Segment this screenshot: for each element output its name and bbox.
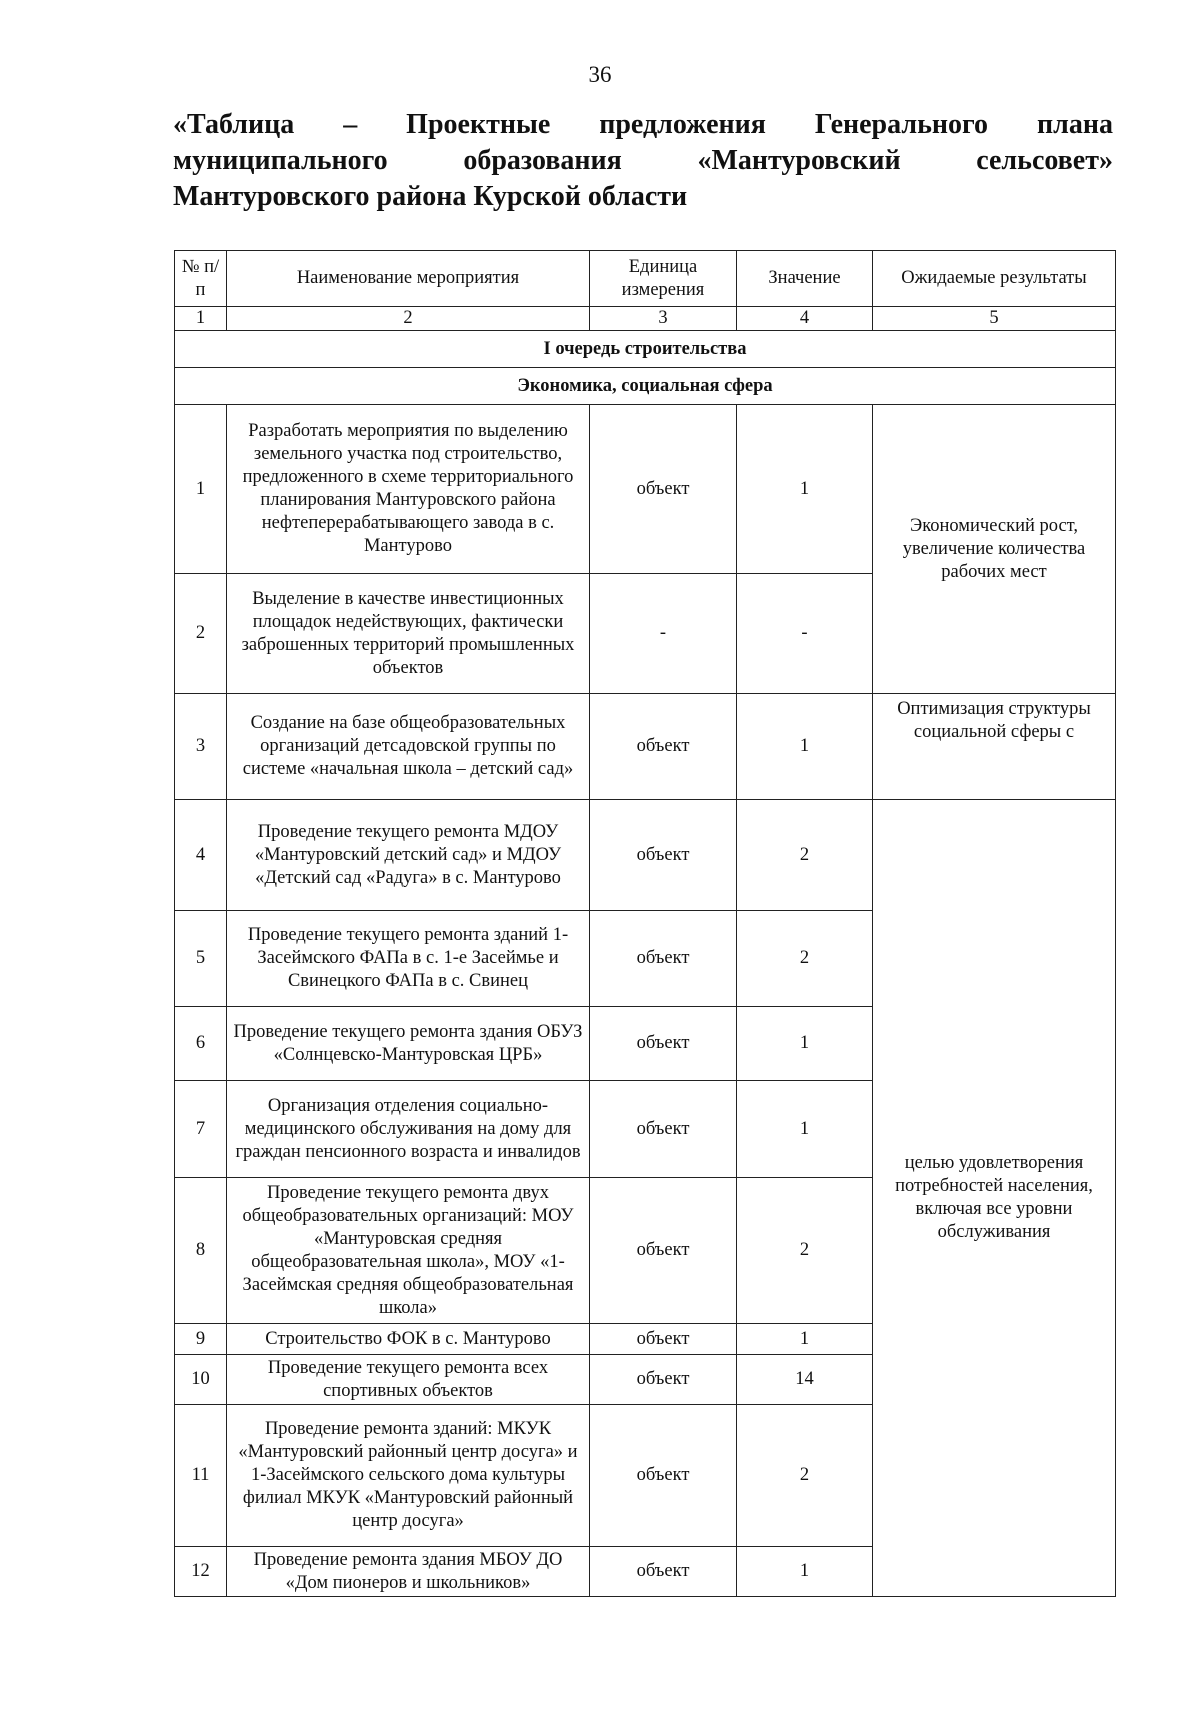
header-unit: Единица измерения xyxy=(590,251,737,307)
table-row xyxy=(175,405,1116,574)
section-row-sphere xyxy=(175,368,1116,405)
title-line-1 xyxy=(173,107,1113,143)
row-unit: объект xyxy=(590,1547,737,1597)
row-unit: объект xyxy=(590,1081,737,1178)
section-stage-title: I очередь строительства xyxy=(175,331,1116,368)
row-unit: - xyxy=(590,574,737,694)
header-num: № п/п xyxy=(175,251,227,307)
row-value: 1 xyxy=(737,1324,873,1355)
row-num: 12 xyxy=(175,1547,227,1597)
row-value: 2 xyxy=(737,1405,873,1547)
row-value: 2 xyxy=(737,911,873,1007)
column-number-row xyxy=(175,307,1116,331)
row-unit: объект xyxy=(590,1178,737,1324)
result-social-part2: целью удовлетворения потребностей населения, включая все уровни обслуживания xyxy=(873,800,1116,1597)
title-word: – xyxy=(343,109,358,140)
col-number: 2 xyxy=(227,307,590,331)
row-value: 1 xyxy=(737,694,873,800)
row-unit: объект xyxy=(590,1355,737,1405)
table-row xyxy=(175,694,1116,800)
row-name: Проведение текущего ремонта МДОУ «Мантуровский детский сад» и МДОУ «Детский сад «Радуга» в с. Мантурово xyxy=(227,800,590,911)
col-number: 4 xyxy=(737,307,873,331)
title-word: сельсовет» xyxy=(976,145,1113,176)
col-number: 5 xyxy=(873,307,1116,331)
measures-table xyxy=(174,250,1116,1597)
document-title xyxy=(173,107,1113,215)
row-num: 9 xyxy=(175,1324,227,1355)
row-name: Организация отделения социально-медицинского обслуживания на дому для граждан пенсионного возраста и инвалидов xyxy=(227,1081,590,1178)
col-number: 1 xyxy=(175,307,227,331)
col-number: 3 xyxy=(590,307,737,331)
title-word: муниципального xyxy=(173,145,388,176)
row-name: Проведение текущего ремонта всех спортивных объектов xyxy=(227,1355,590,1405)
row-value: - xyxy=(737,574,873,694)
row-value: 1 xyxy=(737,1081,873,1178)
row-unit: объект xyxy=(590,694,737,800)
table-header-row xyxy=(175,251,1116,307)
result-social-part1: Оптимизация структуры социальной сферы с xyxy=(873,694,1116,800)
row-num: 4 xyxy=(175,800,227,911)
row-name: Строительство ФОК в с. Мантурово xyxy=(227,1324,590,1355)
section-row-stage xyxy=(175,331,1116,368)
row-value: 1 xyxy=(737,405,873,574)
row-unit: объект xyxy=(590,911,737,1007)
header-result: Ожидаемые результаты xyxy=(873,251,1116,307)
title-line-3 xyxy=(173,179,1113,215)
title-word: «Мантуровский xyxy=(697,145,901,176)
title-word: «Таблица xyxy=(173,109,295,140)
row-num: 11 xyxy=(175,1405,227,1547)
row-num: 5 xyxy=(175,911,227,1007)
row-value: 2 xyxy=(737,1178,873,1324)
row-num: 8 xyxy=(175,1178,227,1324)
row-name: Создание на базе общеобразовательных организаций детсадовской группы по системе «начальная школа – детский сад» xyxy=(227,694,590,800)
row-value: 2 xyxy=(737,800,873,911)
row-name: Разработать мероприятия по выделению земельного участка под строительство, предложенного в схеме территориального планирования Мантуровского района нефтеперерабатывающего завода в с. Мантурово xyxy=(227,405,590,574)
header-name: Наименование мероприятия xyxy=(227,251,590,307)
row-name: Проведение ремонта зданий: МКУК «Мантуровский районный центр досуга» и 1-Засеймского сельского дома культуры филиал МКУК «Мантуровский районный центр досуга» xyxy=(227,1405,590,1547)
row-name: Выделение в качестве инвестиционных площадок недействующих, фактически заброшенных территорий промышленных объектов xyxy=(227,574,590,694)
title-line-2 xyxy=(173,143,1113,179)
row-name: Проведение текущего ремонта здания ОБУЗ «Солнцевско-Мантуровская ЦРБ» xyxy=(227,1007,590,1081)
table-row xyxy=(175,800,1116,911)
row-unit: объект xyxy=(590,800,737,911)
row-name: Проведение текущего ремонта зданий 1-Засеймского ФАПа в с. 1-е Засеймье и Свинецкого ФАПа в с. Свинец xyxy=(227,911,590,1007)
row-num: 7 xyxy=(175,1081,227,1178)
title-word: предложения xyxy=(599,109,766,140)
row-unit: объект xyxy=(590,405,737,574)
row-unit: объект xyxy=(590,1324,737,1355)
row-name: Проведение текущего ремонта двух общеобразовательных организаций: МОУ «Мантуровская средняя общеобразовательная школа», МОУ «1-Засеймская средняя общеобразовательная школа» xyxy=(227,1178,590,1324)
row-name: Проведение ремонта здания МБОУ ДО «Дом пионеров и школьников» xyxy=(227,1547,590,1597)
result-economic: Экономический рост, увеличение количества рабочих мест xyxy=(873,405,1116,694)
row-num: 3 xyxy=(175,694,227,800)
row-num: 6 xyxy=(175,1007,227,1081)
title-word: Генерального xyxy=(814,109,989,140)
title-word: Проектные xyxy=(406,109,551,140)
row-unit: объект xyxy=(590,1405,737,1547)
row-value: 1 xyxy=(737,1547,873,1597)
row-unit: объект xyxy=(590,1007,737,1081)
row-value: 1 xyxy=(737,1007,873,1081)
row-num: 1 xyxy=(175,405,227,574)
title-word: Мантуровского района Курской области xyxy=(173,181,688,212)
header-value: Значение xyxy=(737,251,873,307)
title-word: плана xyxy=(1037,109,1113,140)
page-number: 36 xyxy=(588,62,612,87)
row-num: 10 xyxy=(175,1355,227,1405)
row-num: 2 xyxy=(175,574,227,694)
title-word: образования xyxy=(463,145,622,176)
section-sphere-title: Экономика, социальная сфера xyxy=(175,368,1116,405)
row-value: 14 xyxy=(737,1355,873,1405)
